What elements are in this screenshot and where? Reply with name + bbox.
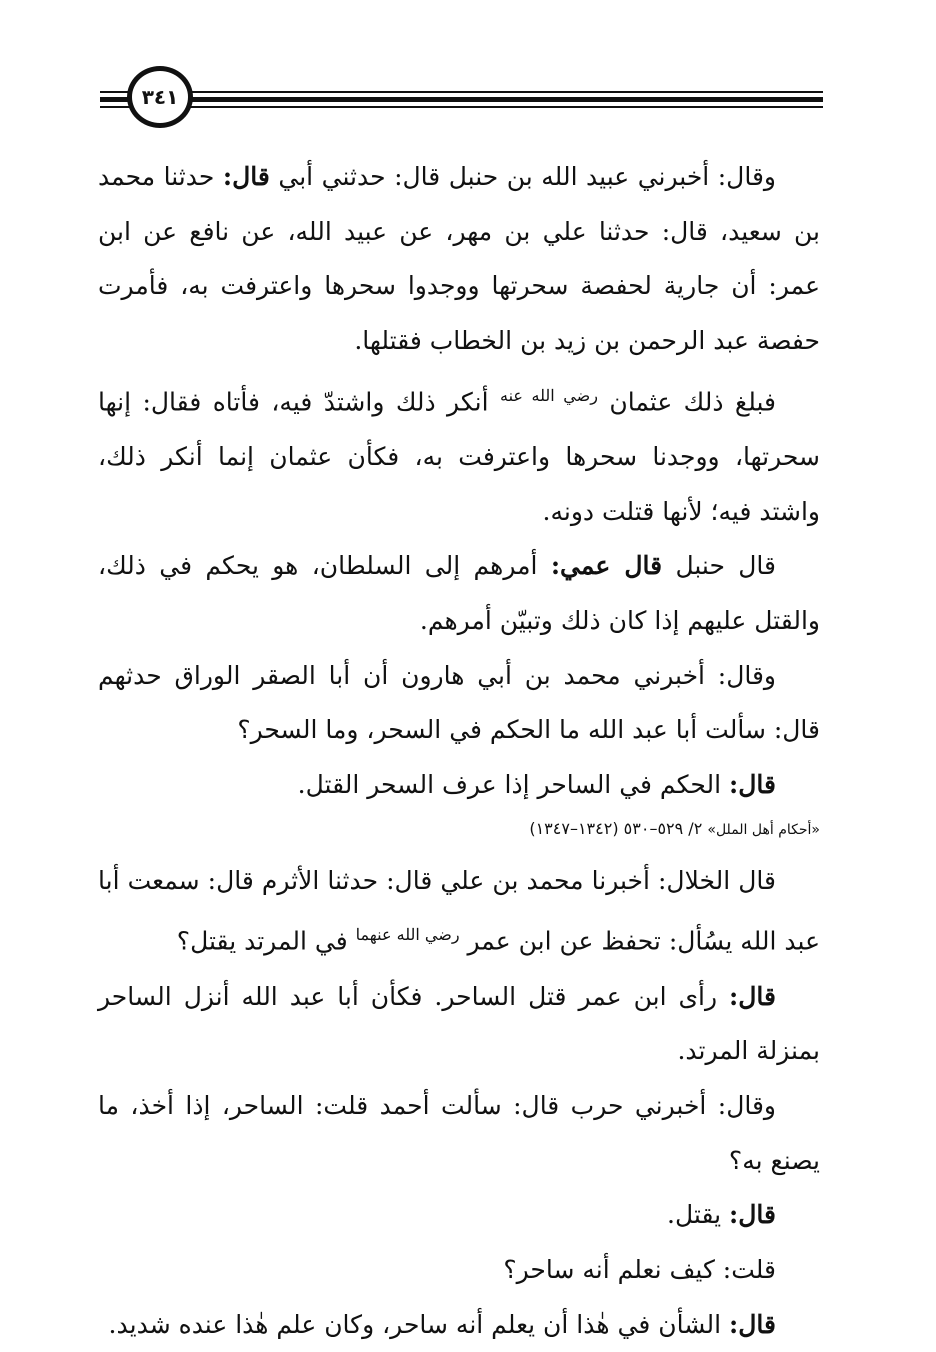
page-number-badge	[127, 66, 193, 128]
paragraph-p4	[98, 649, 820, 758]
paragraph-p10	[98, 1243, 820, 1298]
paragraph-p3	[98, 539, 820, 648]
paragraph-text: في المرتد يقتل؟	[176, 926, 356, 956]
speaker-label: قال:	[729, 770, 776, 800]
paragraph-p8	[98, 1079, 820, 1188]
reference-pages: ٢/ ٥٢٩–٥٣٠ (١٣٤٢–١٣٤٧)	[529, 818, 703, 838]
paragraph-p11	[98, 1298, 820, 1352]
honorific-mark: رضي الله عنهما	[355, 925, 460, 945]
paragraph-text: وقال: أخبرني عبيد الله بن حنبل قال: حدثني أبي	[269, 162, 776, 191]
paragraph-text: الحكم في الساحر إذا عرف السحر القتل.	[297, 770, 730, 800]
paragraph-text: أنكر ذلك واشتدّ فيه، فأتاه فقال: إنها سحرتها، ووجدنا سحرها واعترفت به، فكأن عثمان إنما أنكر ذلك، واشتد فيه؛ لأنها قتلت دونه.	[98, 387, 820, 526]
header-rule-bottom	[100, 106, 823, 108]
text-block-1	[98, 150, 820, 813]
paragraph-p5	[98, 758, 820, 813]
text-block-2	[98, 854, 820, 1352]
speaker-label: قال:	[729, 1309, 776, 1339]
speaker-label: قال:	[729, 1200, 776, 1230]
paragraph-text: وقال: أخبرني محمد بن أبي هارون أن أبا الصقر الوراق حدثهم قال: سألت أبا عبد الله ما الحكم في السحر، وما السحر؟	[98, 660, 820, 745]
paragraph-text: حدثنا محمد بن سعيد، قال: حدثنا علي بن مهر، عن عبيد الله، عن نافع عن ابن عمر: أن جارية لحفصة سحرتها ووجدوا سحرها واعترفت به، فأمرت حفصة عبد الرحمن بن زيد بن الخطاب فقتلها.	[98, 162, 820, 356]
paragraph-text: الشأن في هٰذا أن يعلم أنه ساحر، وكان علم هٰذا عنده شديد.	[108, 1309, 730, 1339]
reference-source: «أحكام أهل الملل»	[707, 821, 820, 838]
paragraph-text: رأى ابن عمر قتل الساحر. فكأن أبا عبد الله أنزل الساحر بمنزلة المرتد.	[98, 981, 820, 1066]
speaker-label: قال عمي:	[550, 551, 663, 581]
paragraph-text: فبلغ ذلك عثمان	[597, 387, 777, 417]
page-header	[0, 60, 936, 150]
header-rule-top	[100, 91, 823, 93]
page-body	[98, 150, 820, 1352]
paragraph-text: قال الخلال: أخبرنا محمد بن علي قال: حدثنا الأثرم قال: سمعت أبا عبد الله يسُأل: تحفظ عن ابن عمر	[98, 865, 820, 956]
honorific-mark: رضي الله عنه	[500, 385, 598, 405]
paragraph-text: يقتل.	[667, 1200, 730, 1230]
speaker-label: قال:	[222, 162, 270, 191]
header-rule-thick	[100, 97, 823, 102]
reference-citation	[98, 817, 820, 842]
paragraph-text: وقال: أخبرني حرب قال: سألت أحمد قلت: الساحر، إذا أخذ، ما يصنع به؟	[98, 1090, 820, 1175]
paragraph-p6	[98, 854, 820, 970]
paragraph-p9	[98, 1188, 820, 1243]
paragraph-p7	[98, 970, 820, 1079]
paragraph-p2	[98, 369, 820, 539]
speaker-label: قال:	[729, 981, 776, 1011]
page-number: ٣٤١	[141, 85, 179, 109]
paragraph-text: قلت: كيف نعلم أنه ساحر؟	[503, 1255, 776, 1285]
paragraph-text: قال حنبل	[662, 551, 776, 581]
paragraph-p1	[98, 150, 820, 369]
paragraph-text: أمرهم إلى السلطان، هو يحكم في ذلك، والقتل عليهم إذا كان ذلك وتبيّن أمرهم.	[98, 551, 820, 635]
